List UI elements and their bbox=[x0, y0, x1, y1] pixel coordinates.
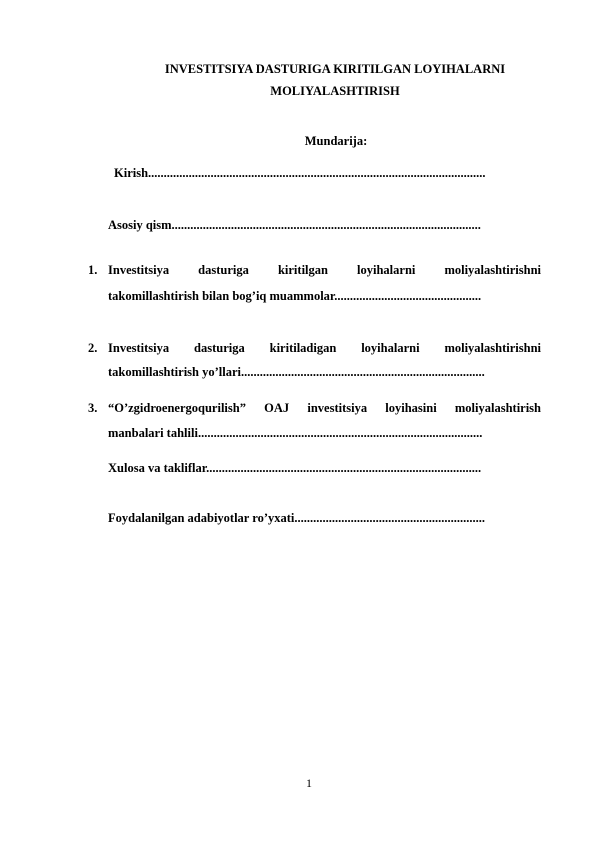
toc-heading: Mundarija: bbox=[304, 134, 368, 148]
toc-item-2-line-2: takomillashtirish yo’llari.............................................................................. bbox=[108, 365, 485, 379]
toc-item-3-line-1: “O’zgidroenergoqurilish” OAJ investitsiya loyihasini moliyalashtirish bbox=[108, 401, 541, 415]
toc-item-1-line-2: takomillashtirish bilan bog’iq muammolar............................................... bbox=[108, 289, 482, 303]
toc-item-2-number: 2. bbox=[88, 341, 98, 355]
toc-item-1-number: 1. bbox=[88, 263, 98, 277]
toc-item-2-line-1: Investitsiya dasturiga kiritiladigan loyihalarni moliyalashtirishni bbox=[108, 341, 541, 355]
toc-item-3-line-2: manbalari tahlili........................................................................................... bbox=[108, 426, 483, 440]
toc-item-3-number: 3. bbox=[88, 401, 98, 415]
page-number: 1 bbox=[306, 776, 312, 790]
toc-entry-intro: Kirish............................................................................................................ bbox=[114, 166, 486, 180]
document-title-line-2: MOLIYALASHTIRISH bbox=[270, 84, 400, 98]
toc-entry-references: Foydalanilgan adabiyotlar ro’yxati............................................................. bbox=[108, 511, 485, 525]
toc-entry-main: Asosiy qism................................................................................................... bbox=[108, 218, 481, 232]
document-title-line-1: INVESTITSIYA DASTURIGA KIRITILGAN LOYIHALARNI bbox=[164, 62, 506, 76]
toc-item-1-line-1: Investitsiya dasturiga kiritilgan loyihalarni moliyalashtirishni bbox=[108, 263, 541, 277]
toc-entry-conclusion: Xulosa va takliflar........................................................................................ bbox=[108, 461, 482, 475]
